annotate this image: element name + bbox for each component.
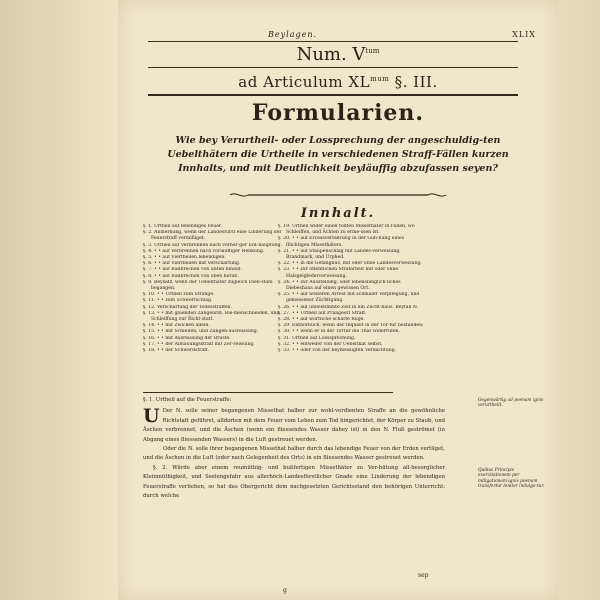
margin-note-2: Quibus Principis exercitationem per mitigationem ignis poenam transfertur leniter indulge-tur. (478, 468, 545, 490)
contents-entry: §. 23. • • zur öffentlichen Strafarbeit mit oder ohne Halsgeiglederverweisung. (278, 267, 399, 279)
drop-cap: U (143, 405, 160, 428)
contents-entry: §. 18. • • der Schwerdstraff. (143, 348, 209, 354)
contents-entry: §. 25. • • auf weiteren Arrest mit schmaler Verpflegung, und gemessener Züchtigung. (278, 292, 420, 304)
contents-entry: §. 6. • • auf Viertheilen mit Verschärfung. (143, 261, 241, 267)
section-label: §. III. (394, 73, 438, 91)
catchword: sep (418, 572, 429, 579)
contents-entry: §. 32. • • entweder von der Uebelthat selbst, (278, 341, 383, 347)
paragraph-1-text: Der N. solle seiner begangenen Missethat halber zur wohl-verdienten Straffe an die gewöhnliche Richtstatt geführet, alldorten mit dem Feuer vom Leben zum Tod hingerichtet, der Körper zu Staub, und Äschen verbrennet, und die Äschen (wenn ein fliessendes Wasser dabey ist) in den N. Fluß geströmet (in Abgang eines fliessenden Wassers) in die Luft gestreuet werden. (143, 408, 445, 443)
margin-note-1: Gegenwärtig ad poenam ignis verurtheilt. (478, 398, 544, 409)
contents-entry: §. 3. Urtheil auf Verbrennen nach vorher-ger Ent-hauptung. (143, 242, 283, 248)
contents-entry: §. 13. • • mit glüenden Zangenriß, Rie-menschneiden, und Schleiffung zur Richt-statt. (143, 310, 280, 323)
contents-entry: §. 26. • • auf unbestimmte Zeit in ein Zucht-haus. Beyfall N. (278, 304, 419, 310)
contents-entry: §. 5. • • auf Viertheilen lebendigen. (143, 255, 226, 261)
contents-entry: §. 30. • • wenn er in der Tortur die That widerrufen. (278, 329, 400, 335)
contents-column-left (143, 224, 293, 354)
number-label: Num. V (296, 44, 366, 65)
page-title: Formularien. (251, 100, 425, 126)
contents-entry: §. 14. • • mit Zwicken allein. (143, 323, 210, 329)
number-superscript: tum (365, 47, 380, 55)
number-heading (118, 44, 558, 65)
contents-rule (143, 392, 393, 393)
contents-entry: §. 8. • • auf Radbrechen von oben herab. (143, 273, 239, 279)
contents-entry: §. 7. • • auf Radbrechen von unten hinauf. (143, 267, 242, 273)
section-1-heading: §. 1. Urtheil auf die Feuerstraffe: (143, 397, 232, 403)
body-text (143, 396, 445, 501)
document-page (118, 0, 558, 600)
ornament-divider (228, 191, 448, 199)
contents-entry: §. 31. Urtheil auf Losssprechung. (278, 335, 356, 341)
article-heading (118, 73, 558, 91)
contents-entry: §. 19. Urtheil wider einen todten Missethäter in Fällen, wo Schleiffen, und Ächten zu erme-ssen ist. (278, 224, 415, 236)
contents-entry: §. 24. • • zur Ausstellung, oder lebenslänglich-liches Diebeshaus auf einen gewissen Ort. (278, 279, 401, 292)
contents-entry: §. 9. Beysatz, wenn der Uebelthäter zugleich Dieb-stahl begangen. (143, 279, 273, 292)
article-label: ad Articulum XL (238, 73, 371, 91)
contents-entry: §. 17. • • der Abhauungsstraff mit Zer-reissung. (143, 341, 255, 347)
number-rule (148, 67, 518, 68)
contents-entry: §. 33. • • oder von der beymessigten Verdächtung. (278, 348, 397, 354)
contents-entry: §. 11. • • zum Schwertschlag. (143, 298, 213, 304)
contents-entry: §. 20. • • auf Ercessverfahrung in der Güh-nung eines flüchtigen Missethäters. (278, 236, 404, 248)
contents-column-right (278, 224, 428, 354)
header-rule (148, 41, 518, 42)
contents-entry: §. 29. Enthorbuch, wenn der Inquisit in der Tor-tur bestanden; (278, 323, 424, 329)
contents-entry: §. 10. • • Urtheil zum Strange. (143, 292, 215, 298)
contents-entry: §. 27. • • Urtheil auf Prangeerl Straff. (278, 310, 367, 316)
paragraph-2: Oder die N. solle ihrer begangenen Missethat halber durch das lebendige Feuer von der Erden vertilget, und die Äschen in die Luft (oder nach Gelegenheit des Orts) in ein fliessendes Wasser gestreuet werden. (143, 446, 445, 462)
running-title: Beylagen. (268, 30, 318, 39)
article-superscript: mum (370, 75, 390, 83)
contents-entry: §. 28. • • auf wörtliche scharfe Rüge. (278, 317, 365, 323)
contents-entry: §. 12. Verschärfung der Todesstraffen. (143, 304, 232, 310)
paragraph-1 (143, 407, 445, 445)
page-number: XLIX (512, 30, 536, 39)
contents-entry: §. 4. • • auf Verbrennen nach vorläuffiger Henkung. (143, 248, 265, 254)
contents-entry: §. 15. • • mit Schleifen, und Zungen-ausreissung. (143, 329, 259, 335)
contents-entry: §. 16. • • mit Ausreissung der Brüste. (143, 335, 231, 341)
contents-heading: Innhalt. (300, 206, 376, 221)
contents-entry: §. 22. • • in die Gefängnus, mit oder ohne Landesverweisung. (278, 261, 422, 267)
contents-entry: §. 1. Urtheil auf lebendiges Feuer. (143, 224, 223, 229)
contents-entry: §. 21. • • auf Staupenschlag mit Landes-verweisung, Brandmark, und Urphed. (278, 248, 401, 261)
page-subtitle: Wie bey Verurtheil- oder Lossprechung der angeschuldig-ten Uebelthätern die Urtheile in verschiedenen Straff-Fällen kurzen Innhalts, und mit Deutlichkeit beyläuffig abzufassen seyen? (167, 135, 509, 174)
contents-entry: §. 2. Anmerkung, wenn der Landesfürst eine Linderung der Feuerstraff vermilliget. (143, 230, 282, 242)
article-rule (148, 94, 518, 96)
paragraph-3: §. 2. Würde aber einem reumüthig- und bußfertigen Missethäter zu Ver-hütung all-besorglicher Kleinmüthigkeit, und Seelengefahr aus allerhöch-Landesfürstlicher Gnade eine Linderung der lebendigen Feuerstraffe verliehen, so hat das Obergericht dem nachgesetzten Gerichtsstand den behörigen Unterricht: durch welche (143, 464, 445, 500)
signature-mark: g (283, 587, 287, 594)
